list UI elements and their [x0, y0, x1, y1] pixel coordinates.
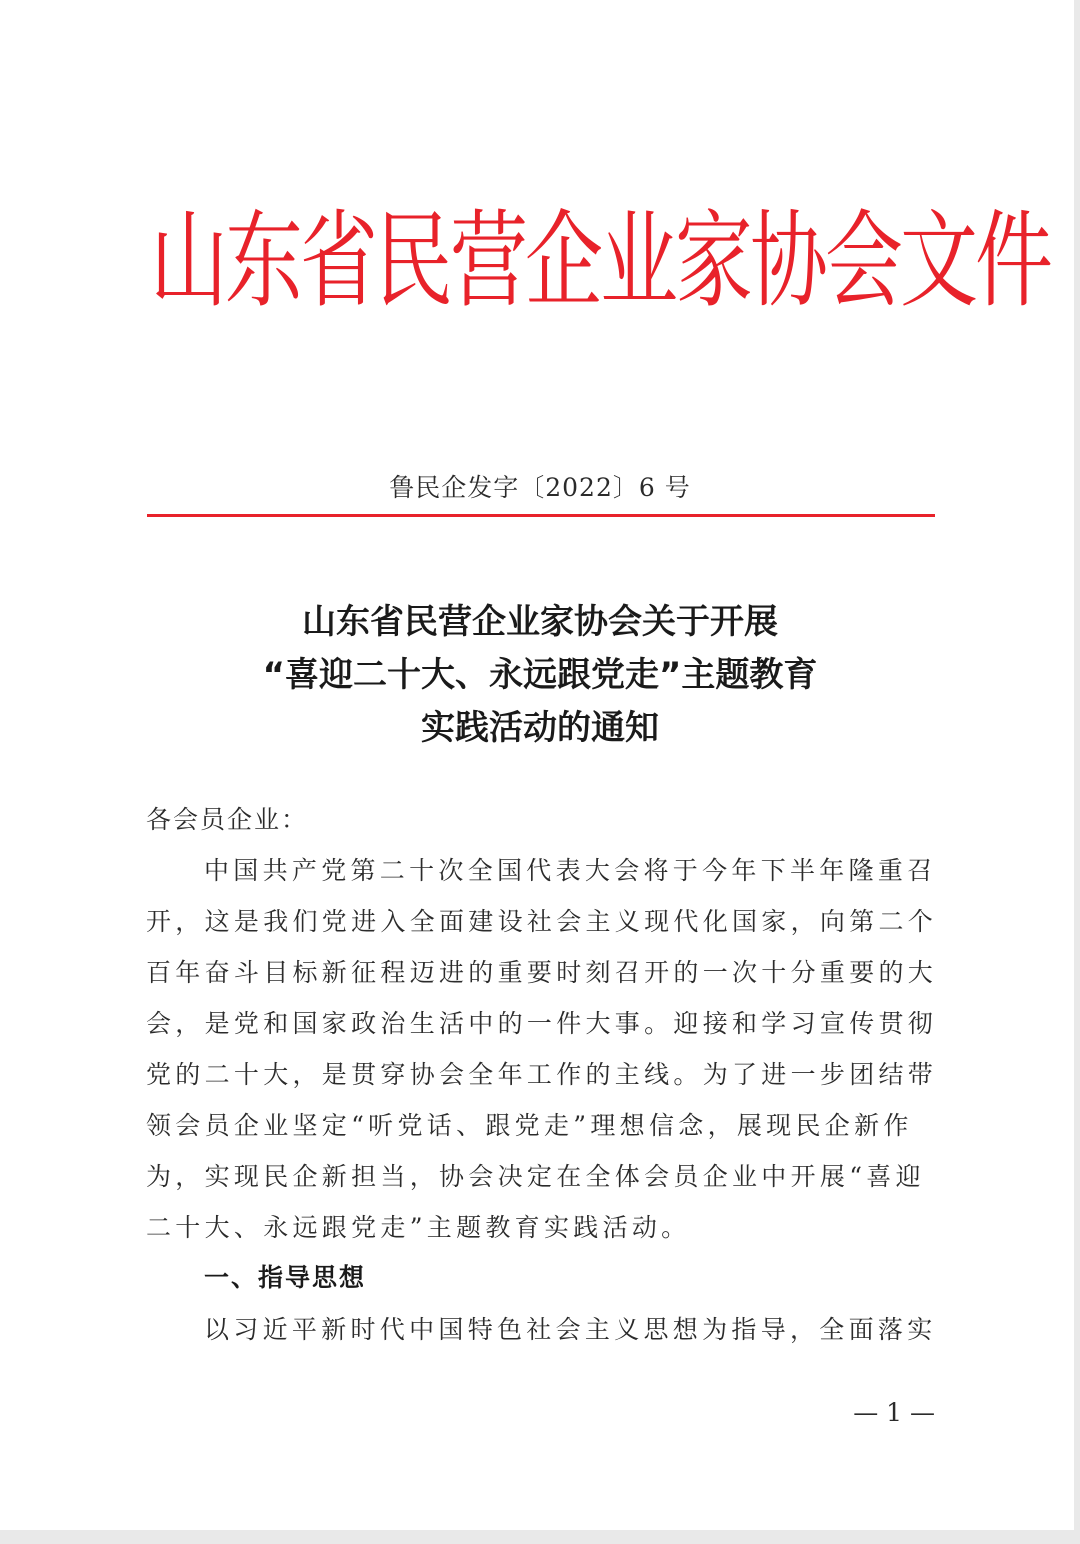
notice-title [150, 596, 930, 755]
paragraph-1-line: 党的二十大，是贯穿协会全年工作的主线。为了进一步团结带 [146, 1060, 938, 1089]
paragraph-1-line: 开，这是我们党进入全面建设社会主义现代化国家，向第二个 [146, 907, 938, 936]
section-1-heading: 一、指导思想 [204, 1263, 367, 1292]
notice-title-line-1: 山东省民营企业家协会关于开展 [302, 602, 778, 642]
paragraph-1-line: 百年奋斗目标新征程迈进的重要时刻召开的一次十分重要的大 [146, 958, 938, 987]
paragraph-1 [146, 845, 937, 1253]
section-1-body [146, 1304, 937, 1355]
document-number: 鲁民企发字〔2022〕6 号 [389, 473, 691, 502]
red-divider-line [147, 514, 935, 517]
paragraph-1-line: 会，是党和国家政治生活中的一件大事。迎接和学习宣传贯彻 [146, 1009, 938, 1038]
salutation: 各会员企业： [146, 805, 309, 834]
paragraph-1-line: 二十大、永远跟党走”主题教育实践活动。 [146, 1213, 691, 1242]
paragraph-1-line: 为，实现民企新担当，协会决定在全体会员企业中开展“喜迎 [146, 1162, 925, 1191]
document-header-title: 山东省民营企业家协会文件 [150, 201, 1051, 323]
paragraph-1-line: 领会员企业坚定“听党话、跟党走”理想信念，展现民企新作 [146, 1111, 913, 1140]
notice-title-line-3: 实践活动的通知 [421, 708, 659, 748]
notice-title-line-2: “喜迎二十大、永远跟党走”主题教育 [262, 655, 818, 695]
page-number: — 1 — [853, 1398, 935, 1427]
paragraph-1-line: 中国共产党第二十次全国代表大会将于今年下半年隆重召 [204, 856, 937, 885]
section-1-line: 以习近平新时代中国特色社会主义思想为指导，全面落实 [204, 1315, 937, 1344]
